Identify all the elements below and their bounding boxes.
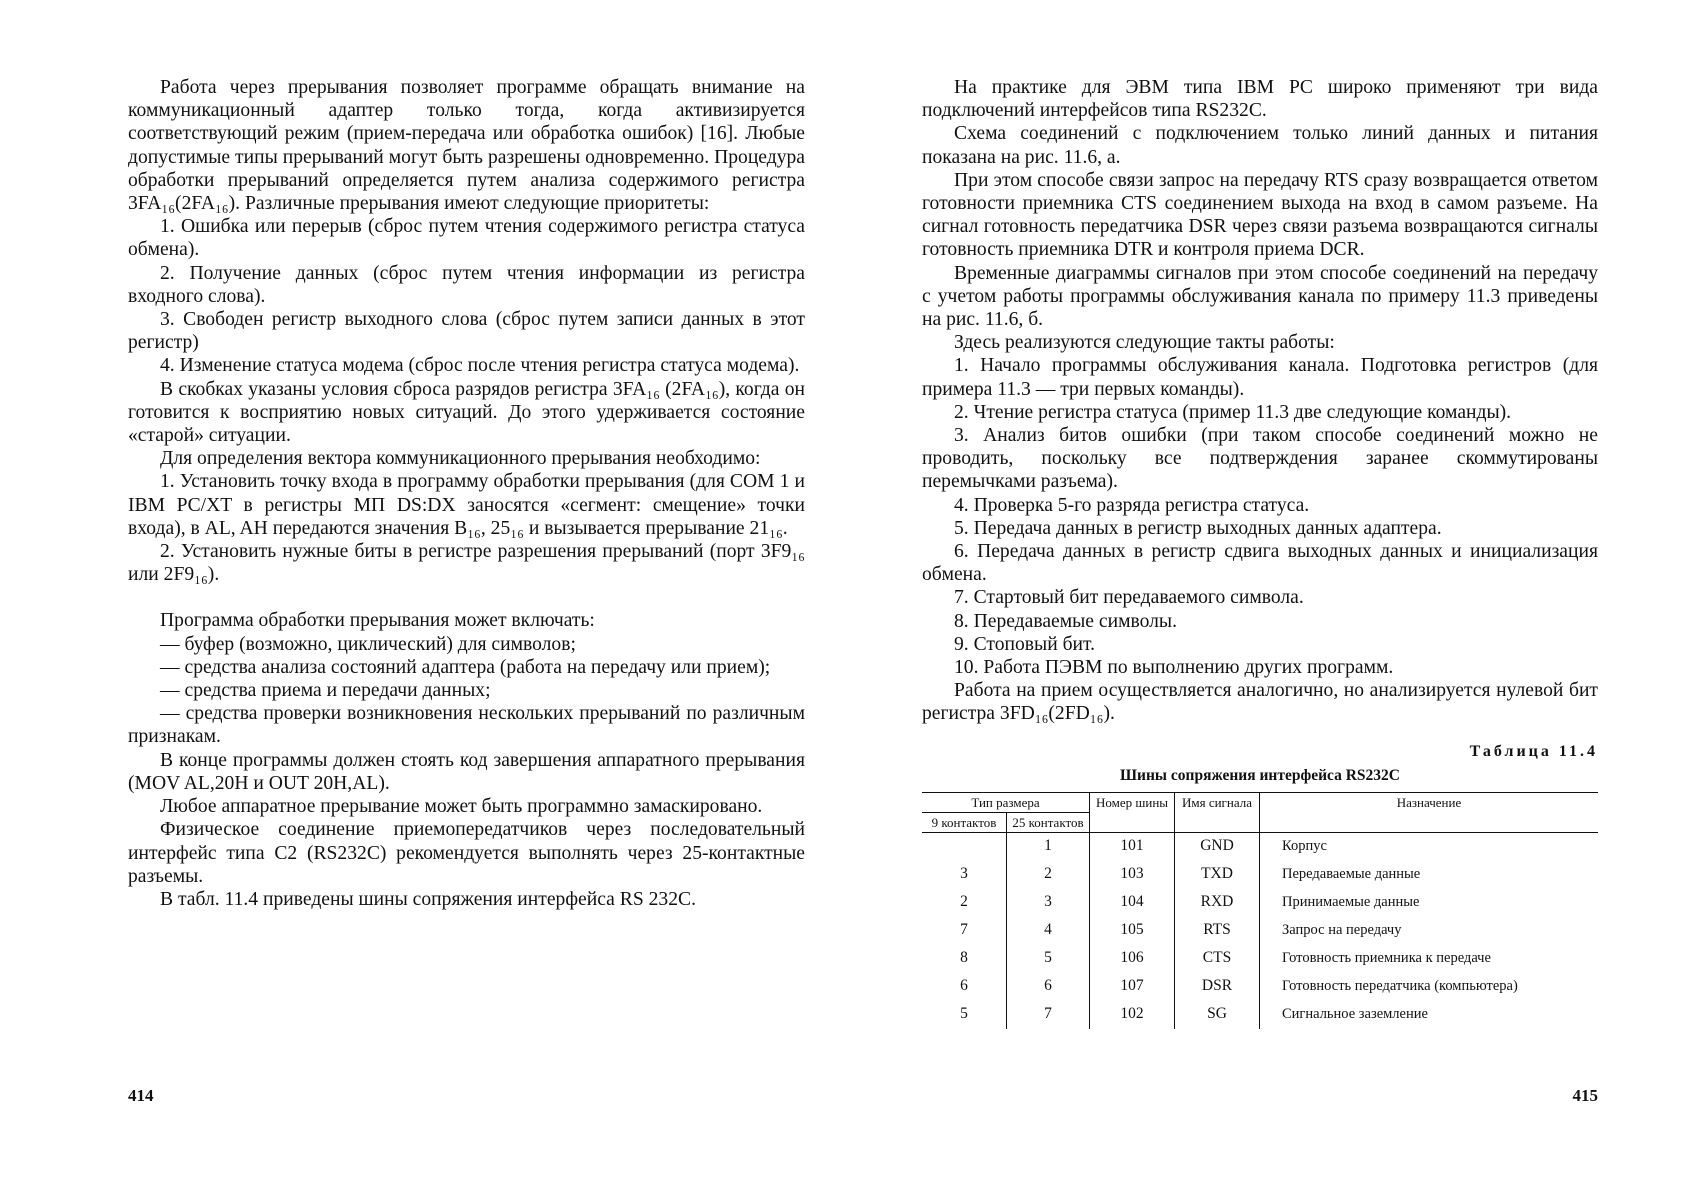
- paragraph: 10. Работа ПЭВМ по выполнению других программ.: [954, 657, 1394, 679]
- cell-pin25: 7: [1007, 1001, 1090, 1029]
- cell-signal-name: DSR: [1175, 973, 1260, 1001]
- cell-pin9: [922, 832, 1007, 861]
- cell-signal-name: CTS: [1175, 945, 1260, 973]
- cell-bus-number: 106: [1090, 945, 1175, 973]
- cell-bus-number: 105: [1090, 917, 1175, 945]
- list-item: — буфер (возможно, циклический) для символов;: [160, 633, 576, 655]
- table-row: [922, 861, 1598, 889]
- cell-signal-name: GND: [1175, 832, 1260, 861]
- cell-purpose: Корпус: [1260, 832, 1599, 861]
- paragraph: 2. Чтение регистра статуса (пример 11.3 две следующие команды).: [954, 401, 1512, 423]
- page-number-right: 415: [1572, 1086, 1598, 1105]
- paragraph: Программа обработки прерывания может включать:: [160, 610, 595, 632]
- cell-pin25: 2: [1007, 861, 1090, 889]
- paragraph: Схема соединений с подключением только линий данных и питания показана на рис. 11.6, а.: [922, 123, 1598, 168]
- table-row: [922, 917, 1598, 945]
- header-bus-number: Номер шины: [1090, 792, 1175, 832]
- cell-purpose: Передаваемые данные: [1260, 861, 1599, 889]
- paragraph: 8. Передаваемые символы.: [954, 610, 1177, 632]
- paragraph: Здесь реализуются следующие такты работы:: [954, 332, 1335, 354]
- paragraph: При этом способе связи запрос на передачу RTS сразу возвращается ответом готовности приемника CTS соединением выхода на вход в самом разъеме. На сигнал готовность передатчика DSR через связи разъема возвращаются сигналы готовность приемника DTR и контроля приема DCR.: [922, 169, 1598, 261]
- list-item: — средства приема и передачи данных;: [160, 680, 491, 702]
- paragraph: 2. Получение данных (сброс путем чтения информации из регистра входного слова).: [128, 262, 805, 307]
- paragraph: Временные диаграммы сигналов при этом способе соединений на передачу с учетом работы программы обслуживания канала по примеру 11.3 приведены на рис. 11.6, б.: [922, 262, 1598, 331]
- paragraph: Для определения вектора коммуникационного прерывания необходимо:: [160, 448, 761, 470]
- cell-bus-number: 104: [1090, 889, 1175, 917]
- cell-pin25: 4: [1007, 917, 1090, 945]
- paragraph: На практике для ЭВМ типа IBM PC широко применяют три вида подключений интерфейсов типа RS232C.: [922, 77, 1598, 122]
- cell-pin9: 3: [960, 864, 968, 882]
- cell-pin25: 5: [1007, 945, 1090, 973]
- table-row: [922, 973, 1598, 1001]
- left-page: [0, 0, 840, 1191]
- header-9-pins: 9 контактов: [922, 812, 1007, 832]
- header-25-pins: 25 контактов: [1007, 812, 1090, 832]
- paragraph: Любое аппаратное прерывание может быть программно замаскировано.: [160, 796, 763, 818]
- right-page: [840, 0, 1683, 1191]
- header-connector-type: Тип размера: [922, 792, 1090, 812]
- cell-signal-name: TXD: [1175, 861, 1260, 889]
- paragraph: 4. Проверка 5-го разряда регистра статуса.: [954, 494, 1310, 516]
- cell-purpose: Принимаемые данные: [1260, 889, 1599, 917]
- paragraph: Работа на прием осуществляется аналогично, но анализируется нулевой бит регистра 3FD₁₆(2FD₁₆).: [922, 680, 1598, 725]
- table-row: [922, 832, 1598, 861]
- paragraph: 1. Ошибка или перерыв (сброс путем чтения содержимого регистра статуса обмена).: [128, 216, 805, 261]
- cell-pin9: 5: [960, 1004, 968, 1022]
- cell-pin9: 8: [960, 948, 968, 966]
- paragraph: Работа через прерывания позволяет программе обращать внимание на коммуникационный адаптер только тогда, когда активизируется соответствующий режим (прием-передача или обработка ошибок) [16]. Любые допустимые типы прерываний могут быть разрешены одновременно. Процедура обработки прерываний определяется путем анализа содержимого регистра 3FA₁₆(2FA₁₆). Различные прерывания имеют следующие приоритеты:: [128, 77, 805, 215]
- paragraph: Физическое соединение приемопередатчиков через последовательный интерфейс типа С2 (RS232C) рекомендуется выполнять через 25-контактные разъемы.: [128, 819, 805, 887]
- cell-pin9: 6: [960, 976, 968, 994]
- table-label: Таблица 11.4: [1469, 742, 1598, 760]
- paragraph: 6. Передача данных в регистр сдвига выходных данных и инициализация обмена.: [922, 541, 1598, 586]
- right-text-column: [922, 76, 1598, 1029]
- list-item: — средства анализа состояний адаптера (работа на передачу или прием);: [160, 656, 771, 678]
- cell-signal-name: RTS: [1175, 917, 1260, 945]
- paragraph: 2. Установить нужные биты в регистре разрешения прерываний (порт 3F9₁₆ или 2F9₁₆).: [128, 541, 805, 586]
- cell-purpose: Готовность приемника к передаче: [1260, 945, 1599, 973]
- paragraph: 1. Начало программы обслуживания канала. Подготовка регистров (для примера 11.3 — три первых команды).: [922, 355, 1598, 400]
- list-item: — средства проверки возникновения нескольких прерываний по различным признакам.: [128, 703, 805, 748]
- cell-pin25: 3: [1007, 889, 1090, 917]
- cell-bus-number: 101: [1090, 832, 1175, 861]
- cell-pin9: 2: [960, 892, 968, 910]
- cell-purpose: Сигнальное заземление: [1260, 1001, 1599, 1029]
- paragraph: В конце программы должен стоять код завершения аппаратного прерывания (MOV AL,20H и OUT 20H,AL).: [128, 749, 805, 794]
- paragraph: 3. Анализ битов ошибки (при таком способе соединений можно не проводить, поскольку все подтверждения заранее скоммутированы перемычками разъема).: [922, 425, 1598, 493]
- cell-purpose: Готовность передатчика (компьютера): [1260, 973, 1599, 1001]
- paragraph: 4. Изменение статуса модема (сброс после чтения регистра статуса модема).: [160, 355, 800, 377]
- table-title: Шины сопряжения интерфейса RS232C: [1120, 766, 1400, 784]
- paragraph: 5. Передача данных в регистр выходных данных адаптера.: [954, 517, 1442, 539]
- paragraph: 7. Стартовый бит передаваемого символа.: [954, 587, 1304, 609]
- paragraph: 3. Свободен регистр выходного слова (сброс путем записи данных в этот регистр): [128, 309, 805, 354]
- cell-pin25: 6: [1007, 973, 1090, 1001]
- table-row: [922, 889, 1598, 917]
- paragraph: В скобках указаны условия сброса разрядов регистра 3FA₁₆ (2FA₁₆), когда он готовится к восприятию новых ситуаций. До этого удерживается состояние «старой» ситуации.: [128, 378, 805, 447]
- table-row: [922, 945, 1598, 973]
- left-text-column: [128, 76, 805, 911]
- cell-signal-name: RXD: [1175, 889, 1260, 917]
- paragraph: 9. Стоповый бит.: [954, 633, 1096, 655]
- paragraph: 1. Установить точку входа в программу обработки прерывания (для COM 1 и IBM PC/XT в регистры МП DS:DX заносятся «сегмент: смещение» точки входа), в AL, AH передаются значения B₁₆, 25₁₆ и вызывается прерывание 21₁₆.: [128, 471, 805, 539]
- rs232-table: [922, 792, 1598, 1029]
- cell-purpose: Запрос на передачу: [1260, 917, 1599, 945]
- cell-bus-number: 103: [1090, 861, 1175, 889]
- page-number-left: 414: [128, 1086, 154, 1105]
- header-purpose: Назначение: [1260, 792, 1599, 832]
- header-signal-name: Имя сигнала: [1175, 792, 1260, 832]
- cell-signal-name: SG: [1175, 1001, 1260, 1029]
- paragraph: В табл. 11.4 приведены шины сопряжения интерфейса RS 232C.: [160, 888, 696, 910]
- cell-pin25: 1: [1007, 832, 1090, 861]
- cell-pin9: 7: [960, 920, 968, 938]
- table-row: [922, 1001, 1598, 1029]
- cell-bus-number: 107: [1090, 973, 1175, 1001]
- cell-bus-number: 102: [1090, 1001, 1175, 1029]
